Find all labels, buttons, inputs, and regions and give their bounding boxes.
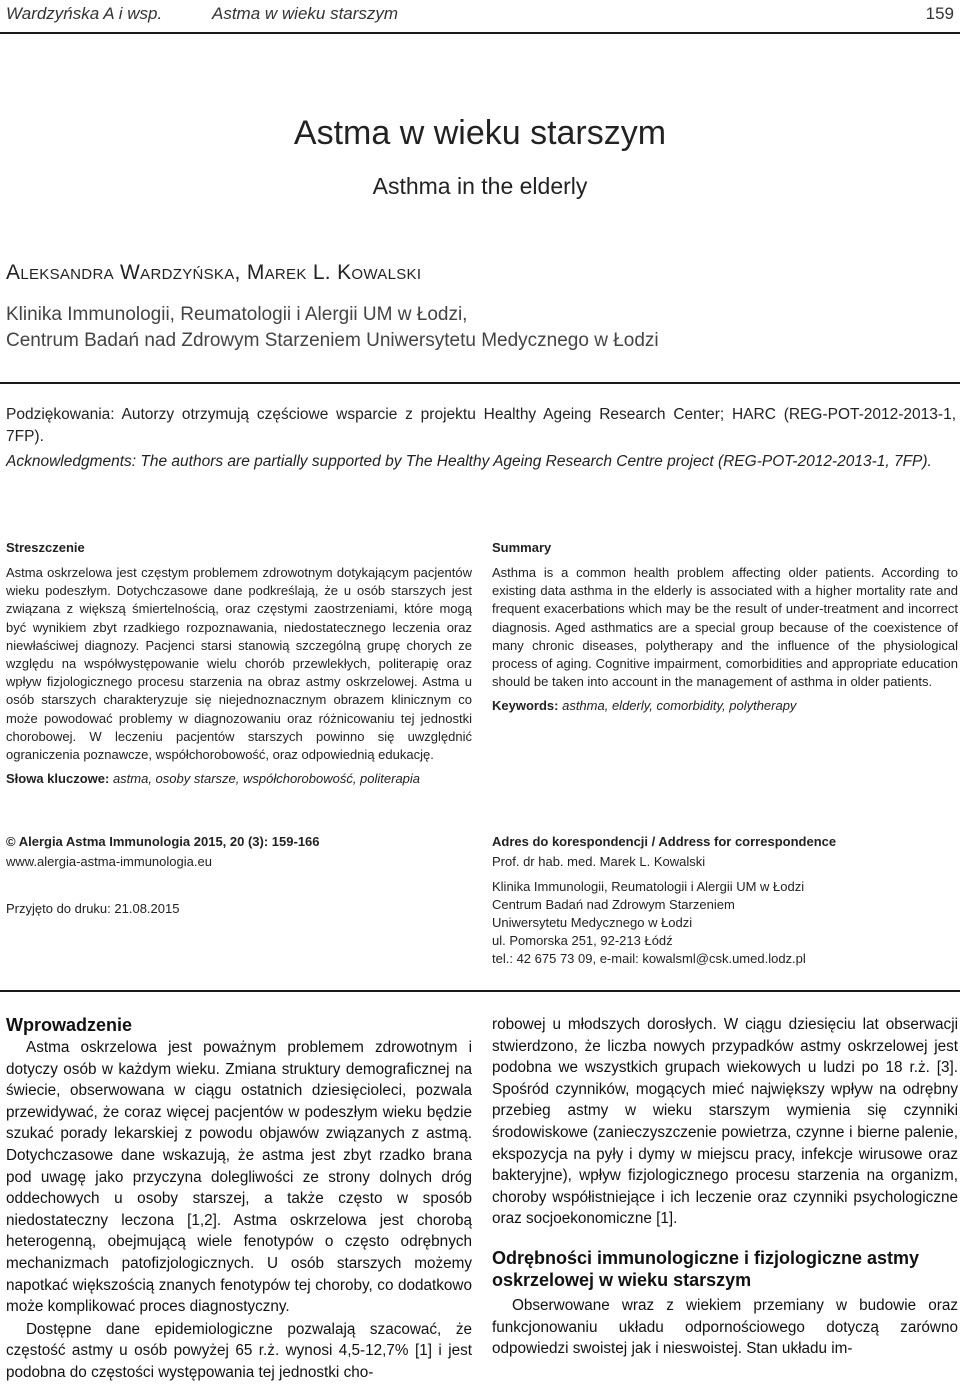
streszczenie-section [6,540,472,788]
summary-heading: Summary [492,540,552,555]
keywords-value: asthma, elderly, comorbidity, polytherapy [562,698,797,714]
summary-text: Asthma is a common health problem affecting older patients. According to existing data asthma in the elderly is associated with a higher mortality rate and frequent exacerbations which may be the result of under-treatment and incorrect diagnosis. Aged asthmatics are a special group because of the coexistence of many chronic diseases, polytherapy and the influence of the physiological process of aging. Cognitive impairment, comorbidities and appropriate education should be taken into account in the management of asthma in older patients. [492,565,958,690]
running-header-authors: Wardzyńska A i wsp. [6,4,163,23]
section2-paragraph-1: Obserwowane wraz z wiekiem przemiany w budowie oraz funkcjonowaniu układu odpornościowego dotyczą zarówno odpowiedzi swoistej jak i nieswoistej. Stan układu im- [492,1296,958,1358]
article-title-en: Asthma in the elderly [372,173,588,199]
keywords-label: Keywords: [492,698,559,714]
summary-section [492,540,958,716]
correspondence-line: ul. Pomorska 251, 92-213 Łódź [492,933,673,948]
correspondence-line: Centrum Badań nad Zdrowym Starzeniem [492,897,735,912]
running-header-title: Astma w wieku starszym [212,4,399,23]
author-list: ALEKSANDRA WARDZYŃSKA, MAREK L. KOWALSKI [6,261,422,284]
correspondence-line: tel.: 42 675 73 09, e-mail: kowalsml@csk.umed.lodz.pl [492,951,806,966]
intro-paragraph-2: Dostępne dane epidemiologiczne pozwalają szacować, że częstość astmy u osób powyżej 65 r.ż. wynosi 4,5-12,7% [1] i jest podobna do częstości występowania tej jednostki cho- [6,1320,472,1381]
body-right-column [492,1014,958,1360]
acknowledgements-en: Acknowledgments: The authors are partially supported by The Healthy Ageing Research Centre project (REG-POT-2012-2013-1, 7FP). [6,453,932,470]
header-rule [0,32,960,34]
streszczenie-text: Astma oskrzelowa jest częstym problemem zdrowotnym dotykającym pacjentów wieku podeszłym. Dotychczasowe dane podkreślają, że u osób starszych jest związana z większą śmiertelnością, oraz częstymi zaostrzeniami, które mogą być wynikiem zbyt rzadkiego rozpoznawania, niedostatecznego leczenia oraz niewłaściwej diagnozy. Pacjenci starsi stanowią szczególną grupę chorych ze względu na współwystępowanie wielu chorób przewlekłych, politerapię oraz wpływ fizjologicznego procesu starzenia na obraz astmy oskrzelowej. Astma u osób starszych charakteryzuje się niejednoznacznym obrazem klinicznym co może powodować problemy w diagnozowaniu oraz różnicowaniu tej jednostki chorobowej. W leczeniu pacjentów starszych powinno się uwzględnić ograniczenia poznawcze, współchorobowość, oraz odpowiednią edukację. [6,565,472,763]
intro-paragraph-1: Astma oskrzelowa jest poważnym problemem zdrowotnym i dotyczy osób w każdym wieku. Zmiana struktury demograficznej na świecie, obserwowana w ciągu ostatnich dziesięcioleci, pozwala przewidywać, że coraz więcej pacjentów w podeszłym wieku będzie szukać porady lekarskiej z powodu objawów związanych z astmą. Dotychczasowe dane wskazują, że astma jest zbyt rzadko brana pod uwagę jako przyczyna dolegliwości ze strony dolnych dróg oddechowych u osoby starszej, a także często w sposób niedostateczny leczona [1,2]. Astma oskrzelowa jest chorobą heterogenną, obejmującą wiele fenotypów o często odrębnych mechanizmach patofizjologicznych. U osób starszych możemy napotkać większością znanych fenotypów tej choroby, co dodatkowo może komplikować proces diagnostyczny. [6,1039,472,1316]
acknowledgements-pl: Podziękowania: Autorzy otrzymują częściowe wsparcie z projektu Healthy Ageing Research Center; HARC (REG-POT-2012-2013-1, 7FP). [6,406,956,445]
slowa-kluczowe-label: Słowa kluczowe: [6,771,110,787]
slowa-kluczowe-value: astma, osoby starsze, współchorobowość, politerapia [112,771,421,787]
correspondence-heading: Adres do korespondencji / Address for correspondence [492,834,837,849]
keywords [492,697,958,715]
running-header [6,4,954,30]
section2-heading: Odrębności immunologiczne i fizjologiczne astmy oskrzelowej w wieku starszym [492,1247,920,1290]
right-paragraph-1: robowej u młodszych dorosłych. W ciągu dziesięciu lat obserwacji stwierdzono, że liczba nowych przypadków astmy oskrzelowej jest podobna we wszystkich grupach wiekowych u ludzi po 18 r.ż. [3]. Spośród czynników, mogących mieć największy wpływ na odrębny przebieg astmy w wieku starszym wymienia się czynniki środowiskowe (zanieczyszczenie powietrza, czynne i bierne palenie, ekspozycja na pyły i dymy w miejscu pracy, infekcje wirusowe oraz bakteryjne), wpływ fizjologicznego procesu starzenia na organizm, choroby współistniejące i ich leczenie oraz czynniki psychologiczne oraz socjoekonomiczne [1]. [492,1016,958,1228]
journal-url[interactable]: www.alergia-astma-immunologia.eu [6,854,212,869]
intro-heading: Wprowadzenie [6,1015,133,1035]
correspondence-line: Uniwersytetu Medycznego w Łodzi [492,915,693,930]
affiliation-rule [0,382,960,384]
publication-info [6,833,472,918]
correspondence-line: Klinika Immunologii, Reumatologii i Alergii UM w Łodzi [492,879,805,894]
affiliation-line-1: Klinika Immunologii, Reumatologii i Alergii UM w Łodzi, [6,304,468,325]
body-rule [0,990,960,992]
article-title-pl: Astma w wieku starszym [293,114,667,152]
affiliation-line-2: Centrum Badań nad Zdrowym Starzeniem Uniwersytetu Medycznego w Łodzi [6,330,659,351]
slowa-kluczowe [6,770,472,788]
accepted-date: Przyjęto do druku: 21.08.2015 [6,901,180,916]
page-number: 159 [925,4,954,23]
body-left-column [6,1014,472,1384]
correspondence-line: Prof. dr hab. med. Marek L. Kowalski [492,854,706,869]
copyright-line: © Alergia Astma Immunologia 2015, 20 (3): 159-166 [6,834,320,849]
streszczenie-heading: Streszczenie [6,540,85,555]
correspondence-block [492,833,958,968]
